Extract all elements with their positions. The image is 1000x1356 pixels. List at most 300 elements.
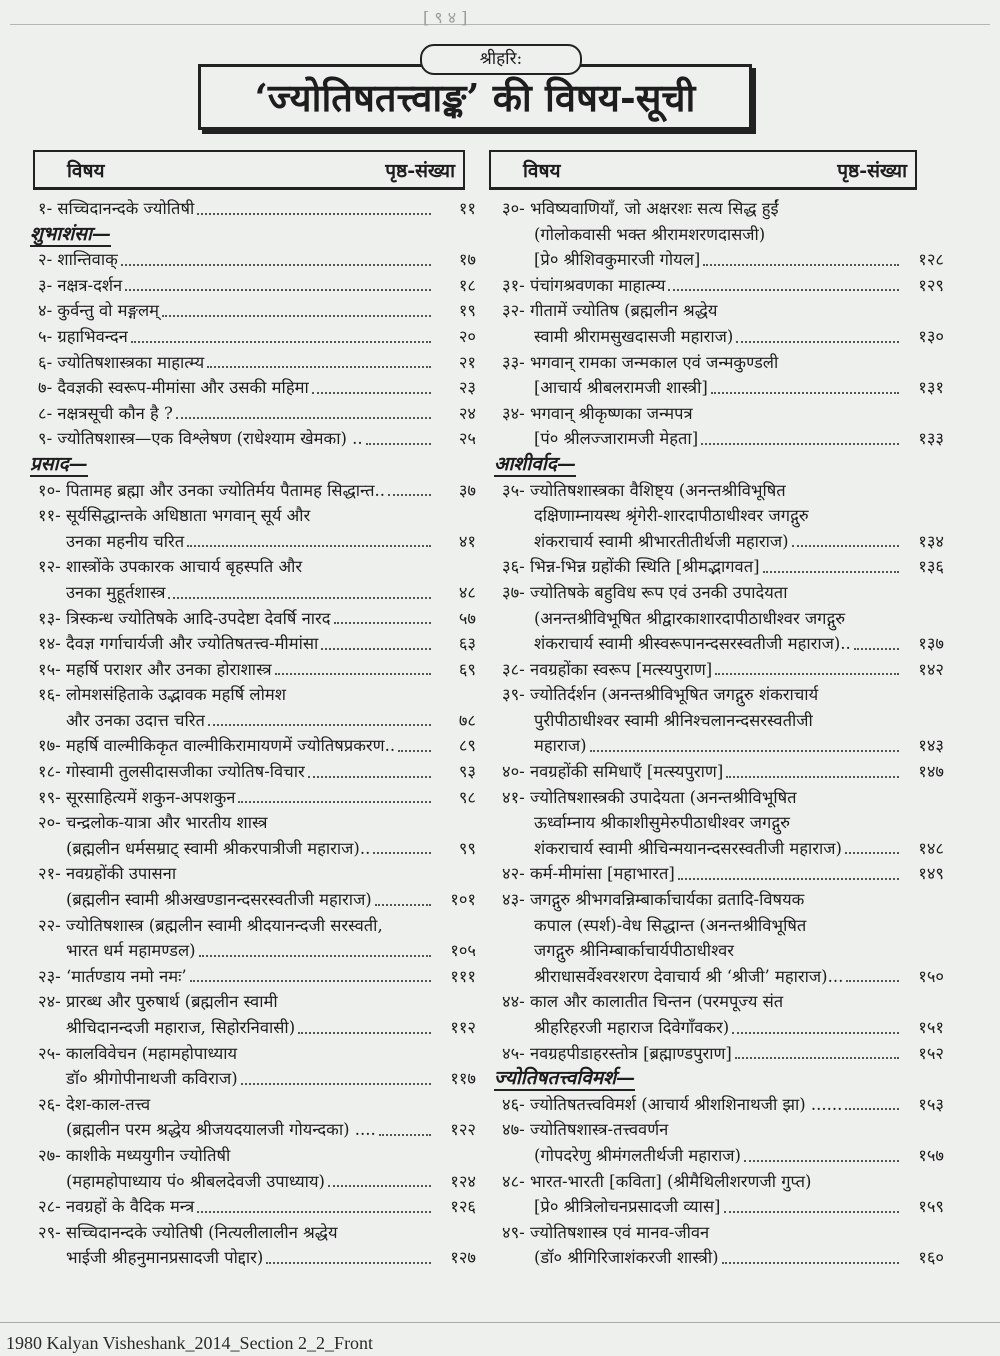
toc-entry-text: ४६- ज्योतिषतत्त्वविमर्श (आचार्य श्रीशशिनाथजी झा) ......	[502, 1094, 843, 1114]
toc-entry-line	[30, 964, 476, 990]
section-heading-text: शुभाशंसा—	[30, 222, 111, 245]
page-number: ५७	[458, 608, 476, 628]
toc-entry-text: (महामहोपाध्याय पं० श्रीबलदेवजी उपाध्याय)	[66, 1171, 325, 1191]
toc-entry-text: (डॉ० श्रीगिरिजाशंकरजी शास्त्री)	[534, 1248, 719, 1268]
toc-entry	[494, 273, 944, 299]
toc-entry	[30, 1092, 476, 1143]
toc-entry-text: शंकराचार्य स्वामी श्रीचिन्मयानन्दसरस्वतीजी महाराज)	[534, 838, 842, 858]
page-number: १५१	[918, 1018, 944, 1037]
toc-entry-line	[30, 836, 476, 862]
leader-dots	[388, 494, 431, 496]
leader-dots	[724, 1211, 900, 1213]
toc-entry-text: ४२- कर्म-मीमांसा [महाभारत]	[502, 864, 675, 884]
section-heading	[30, 452, 476, 478]
leader-dots	[732, 1032, 899, 1034]
page-number: १०५	[450, 941, 476, 961]
toc-entry	[30, 478, 476, 504]
toc-entry-text: ६- ज्योतिषशास्त्रका माहात्म्य	[38, 352, 205, 372]
toc-entry-line	[494, 759, 944, 785]
toc-entry	[494, 1117, 944, 1168]
page-number: १८	[458, 275, 476, 295]
section-heading-text: ज्योतिषतत्त्वविमर्श—	[494, 1067, 636, 1090]
toc-entry	[494, 478, 944, 555]
toc-entry-text: १५- महर्षि पराशर और उनका होराशास्त्र	[38, 659, 272, 679]
toc-entry-text: उनका मुहूर्तशास्त्र	[66, 582, 166, 602]
subject-heading: विषय	[67, 159, 105, 182]
leader-dots	[187, 545, 431, 547]
toc-entry	[30, 1041, 476, 1092]
toc-entry-text: (गोलोकवासी भक्त श्रीरामशरणदासजी)	[534, 224, 766, 244]
toc-entry-text: १०- पितामह ब्रह्मा और उनका ज्योतिर्मय पैतामह सिद्धान्त..	[38, 480, 386, 500]
toc-entry-text: कपाल (स्पर्श)-वेध सिद्धान्त (अनन्तश्रीविभूषित	[534, 915, 807, 935]
toc-entry-text: [प्रे० श्रीत्रिलोचनप्रसादजी व्यास]	[534, 1197, 721, 1217]
page-number: १२७	[450, 1248, 476, 1268]
toc-entry-line	[494, 1117, 944, 1143]
section-heading-text: प्रसाद—	[30, 452, 88, 475]
leader-dots	[321, 648, 431, 650]
toc-entry-line	[30, 273, 476, 299]
leader-dots	[199, 955, 431, 957]
toc-entry-text: ८- नक्षत्रसूची कौन है ?	[38, 403, 173, 423]
page-number: ३७	[458, 480, 476, 500]
leader-dots	[854, 648, 899, 650]
leader-dots	[308, 776, 431, 778]
toc-entry	[494, 554, 944, 580]
toc-entry-text: शंकराचार्य स्वामी श्रीस्वरूपानन्दसरस्वतीजी महाराज)..	[534, 634, 851, 654]
toc-entry	[30, 631, 476, 657]
toc-entry-line	[494, 196, 944, 222]
toc-entry-line	[494, 1015, 944, 1041]
toc-entry-text: डॉ० श्रीगोपीनाथजी कविराज)	[66, 1069, 238, 1089]
leader-dots	[373, 852, 431, 854]
toc-entry-line	[494, 913, 944, 939]
toc-entry	[30, 733, 476, 759]
toc-entry-text: २९- सच्चिदानन्दके ज्योतिषी (नित्यलीलालीन श्रद्धेय	[38, 1222, 338, 1242]
toc-entry-line	[30, 1117, 476, 1143]
toc-entry	[30, 1194, 476, 1220]
toc-entry	[30, 375, 476, 401]
leader-dots	[131, 341, 431, 343]
toc-entry-line	[30, 247, 476, 273]
toc-entry-line	[494, 503, 944, 529]
page-heading: पृष्ठ-संख्या	[837, 159, 907, 182]
toc-entry-text: जगद्गुरु श्रीनिम्बार्काचार्यपीठाधीश्वर	[534, 941, 735, 961]
section-heading-text: आशीर्वाद—	[494, 452, 576, 475]
toc-entry-text: भाईजी श्रीहनुमानप्रसादजी पोद्दार)	[66, 1248, 264, 1268]
toc-entry-text: ४- कुर्वन्तु वो मङ्गलम्	[38, 301, 160, 321]
toc-entry-line	[494, 1092, 944, 1118]
toc-entry-line	[494, 682, 944, 708]
page-number: १७	[458, 250, 476, 270]
leader-dots	[375, 904, 431, 906]
toc-entry-text: ५- ग्रहाभिवन्दन	[38, 326, 128, 346]
leader-dots	[668, 289, 899, 291]
toc-entry	[494, 196, 944, 273]
toc-entry	[494, 401, 944, 452]
toc-entry-line	[30, 785, 476, 811]
leader-dots	[238, 801, 431, 803]
leader-dots	[678, 878, 899, 880]
page-number: १३०	[918, 326, 944, 346]
page-number: १२२	[450, 1120, 476, 1140]
toc-entry-line	[30, 1143, 476, 1169]
leader-dots	[312, 392, 431, 394]
toc-entry-text: और उनका उदात्त चरित	[66, 710, 205, 730]
toc-entry	[494, 861, 944, 887]
leader-dots	[207, 366, 431, 368]
toc-entry	[30, 606, 476, 632]
page-number: १२४	[450, 1171, 476, 1191]
toc-entry-text: [आचार्य श्रीबलरामजी शास्त्री]	[534, 378, 708, 398]
page-number: १२८	[918, 250, 944, 270]
page-number: १२९	[918, 275, 944, 295]
leader-dots	[197, 1211, 431, 1213]
page-number: १२६	[450, 1197, 476, 1217]
toc-entry-text: स्वामी श्रीरामसुखदासजी महाराज)	[534, 326, 734, 346]
toc-entry-text: ४०- नवग्रहोंकी समिधाएँ [मत्स्यपुराण]	[502, 762, 724, 782]
toc-entry-line	[494, 1041, 944, 1067]
toc-entry-line	[30, 324, 476, 350]
leader-dots	[241, 1083, 431, 1085]
toc-entry-text: ३५- ज्योतिषशास्त्रका वैशिष्ट्य (अनन्तश्रीविभूषित	[502, 480, 786, 500]
toc-entry-text: ४९- ज्योतिषशास्त्र एवं मानव-जीवन	[502, 1222, 710, 1242]
page-number: ११	[458, 199, 476, 218]
section-heading	[494, 452, 944, 478]
toc-entry-line	[494, 273, 944, 299]
leader-dots	[366, 443, 431, 445]
toc-entry-text: ९- ज्योतिषशास्त्र—एक विश्लेषण (राधेश्याम खेमका) ..	[38, 429, 363, 449]
leader-dots	[125, 289, 431, 291]
toc-entry-text: २४- प्रारब्ध और पुरुषार्थ (ब्रह्मलीन स्वामी	[38, 992, 278, 1012]
toc-entry-line	[494, 964, 944, 990]
toc-entry-line	[30, 1015, 476, 1041]
right-toc-column	[494, 196, 944, 1271]
toc-entry-text: १८- गोस्वामी तुलसीदासजीका ज्योतिष-विचार	[38, 762, 305, 782]
leader-dots	[162, 315, 431, 317]
toc-entry-text: पुरीपीठाधीश्वर स्वामी श्रीनिश्चलानन्दसरस्वतीजी	[534, 710, 813, 730]
page-number: १५३	[918, 1094, 944, 1114]
page-number: १४२	[918, 659, 944, 679]
toc-entry-text: (ब्रह्मलीन परम श्रद्धेय श्रीजयदयालजी गोयन्दका) ....	[66, 1120, 376, 1140]
toc-entry-line	[494, 657, 944, 683]
toc-entry-text: १- सच्चिदानन्दके ज्योतिषी	[38, 199, 195, 218]
leader-dots	[398, 750, 431, 752]
leader-dots	[792, 545, 899, 547]
toc-entry-line	[30, 887, 476, 913]
toc-entry	[30, 324, 476, 350]
toc-entry-line	[30, 426, 476, 452]
toc-entry	[494, 682, 944, 759]
toc-entry-line	[30, 1092, 476, 1118]
toc-entry	[30, 657, 476, 683]
section-heading	[30, 222, 476, 248]
toc-entry-line	[30, 606, 476, 632]
page-number: १५९	[918, 1197, 944, 1217]
toc-entry	[494, 657, 944, 683]
page-number: १३७	[918, 634, 944, 654]
toc-entry-line	[30, 375, 476, 401]
leader-dots	[845, 852, 899, 854]
toc-entry	[494, 1041, 944, 1067]
toc-entry-line	[30, 298, 476, 324]
toc-entry-line	[494, 606, 944, 632]
toc-entry	[30, 350, 476, 376]
toc-entry-line	[30, 196, 476, 222]
toc-entry	[30, 426, 476, 452]
toc-entry-line	[30, 478, 476, 504]
leader-dots	[298, 1032, 431, 1034]
leader-dots	[275, 673, 431, 675]
page-number: ४१	[458, 531, 476, 551]
toc-entry-line	[494, 222, 944, 248]
toc-entry-line	[494, 733, 944, 759]
toc-entry-line	[494, 554, 944, 580]
right-column-header	[489, 150, 917, 190]
toc-entry	[494, 1220, 944, 1271]
page-number: ९८	[458, 787, 476, 807]
leader-dots	[703, 264, 899, 266]
toc-entry-text: दक्षिणाम्नायस्थ श्रृंगेरी-शारदापीठाधीश्वर जगद्गुरु	[534, 506, 809, 526]
leader-dots	[208, 724, 431, 726]
toc-entry-line	[494, 810, 944, 836]
toc-entry	[30, 759, 476, 785]
toc-entry-line	[494, 1220, 944, 1246]
page-number: १५७	[918, 1145, 944, 1165]
toc-entry-line	[30, 1245, 476, 1271]
page-number: ११७	[450, 1069, 476, 1089]
left-toc-column	[30, 196, 476, 1271]
toc-entry-line	[30, 708, 476, 734]
toc-entry	[30, 554, 476, 605]
leader-dots	[168, 597, 431, 599]
toc-entry-text: (ब्रह्मलीन स्वामी श्रीअखण्डानन्दसरस्वतीजी महाराज)	[66, 890, 372, 910]
toc-entry-line	[30, 1066, 476, 1092]
toc-entry-line	[30, 810, 476, 836]
toc-entry	[494, 1169, 944, 1220]
toc-entry-text: श्रीहरिहरजी महाराज दिवेगाँवकर)	[534, 1018, 730, 1037]
toc-entry-text: (ब्रह्मलीन धर्मसम्राट् स्वामी श्रीकरपात्रीजी महाराज)..	[66, 838, 371, 858]
toc-entry-line	[494, 1194, 944, 1220]
page-number: १११	[450, 966, 476, 986]
toc-entry-text: [पं० श्रीलज्जारामजी मेहता]	[534, 429, 699, 449]
toc-entry-text: २७- काशीके मध्ययुगीन ज्योतिषी	[38, 1145, 231, 1165]
toc-entry	[494, 759, 944, 785]
toc-entry-text: ३४- भगवान् श्रीकृष्णका जन्मपत्र	[502, 403, 693, 423]
toc-entry-line	[30, 503, 476, 529]
leader-dots	[328, 1185, 431, 1187]
leader-dots	[197, 213, 431, 215]
shree-hari-label: श्रीहरि:	[420, 44, 582, 75]
toc-entry-text: ४१- ज्योतिषशास्त्रकी उपादेयता (अनन्तश्रीविभूषित	[502, 787, 797, 807]
page-number: १५०	[918, 966, 944, 986]
toc-entry-line	[30, 759, 476, 785]
toc-entry-line	[30, 1041, 476, 1067]
toc-entry-line	[494, 836, 944, 862]
page-number: १०१	[450, 890, 476, 910]
toc-entry-line	[30, 913, 476, 939]
left-column-header	[33, 150, 465, 190]
toc-entry-line	[30, 401, 476, 427]
page-number: १४३	[918, 736, 944, 756]
toc-entry-line	[494, 529, 944, 555]
toc-entry-line	[30, 529, 476, 555]
toc-entry	[30, 1220, 476, 1271]
toc-entry-text: २३- ‘मार्तण्डाय नमो नमः’	[38, 966, 187, 986]
toc-entry	[30, 989, 476, 1040]
toc-entry	[30, 503, 476, 554]
toc-entry-line	[30, 580, 476, 606]
toc-entry-line	[30, 1220, 476, 1246]
leader-dots	[711, 392, 899, 394]
page-number: २५	[458, 429, 476, 449]
toc-entry-text: ऊर्ध्वाम्नाय श्रीकाशीसुमेरुपीठाधीश्वर जगद्गुरु	[534, 813, 790, 833]
toc-entry	[30, 785, 476, 811]
page-number: ४८	[458, 582, 476, 602]
toc-entry-text: ३६- भिन्न-भिन्न ग्रहोंकी स्थिति [श्रीमद्भागवत]	[502, 557, 760, 577]
toc-entry-text: ३१- पंचांगश्रवणका माहात्म्य	[502, 275, 666, 295]
toc-entry-line	[494, 1143, 944, 1169]
page-number: १३१	[918, 378, 944, 398]
leader-dots	[736, 341, 899, 343]
toc-entry-text: शंकराचार्य स्वामी श्रीभारतीतीर्थजी महाराज)	[534, 531, 789, 551]
page-number: ६९	[458, 659, 476, 679]
toc-entry-text: ४७- ज्योतिषशास्त्र-तत्त्ववर्णन	[502, 1120, 669, 1140]
toc-entry-text: ३८- नवग्रहोंका स्वरूप [मत्स्यपुराण]	[502, 659, 713, 679]
toc-entry-text: १६- लोमशसंहिताके उद्भावक महर्षि लोमश	[38, 685, 286, 705]
toc-entry-line	[30, 631, 476, 657]
page-number: १५२	[918, 1043, 944, 1063]
toc-entry-line	[494, 375, 944, 401]
toc-entry-text: भारत धर्म महामण्डल)	[66, 941, 196, 961]
toc-entry-text: ३२- गीतामें ज्योतिष (ब्रह्मलीन श्रद्धेय	[502, 301, 718, 321]
page-number: १४९	[918, 864, 944, 884]
top-rule	[10, 24, 990, 25]
toc-entry-text: १४- दैवज्ञ गर्गाचार्यजी और ज्योतिषतत्त्व-मीमांसा	[38, 634, 319, 654]
toc-entry-line	[494, 324, 944, 350]
page-number: १४८	[918, 838, 944, 858]
toc-entry-line	[30, 938, 476, 964]
page-heading: पृष्ठ-संख्या	[385, 159, 455, 182]
leader-dots	[190, 980, 431, 982]
toc-entry-text: श्रीराधासर्वेश्वरशरण देवाचार्य श्री ‘श्रीजी’ महाराज)...	[534, 966, 844, 986]
toc-entry	[494, 1092, 944, 1118]
page-number: १९	[458, 301, 476, 321]
leader-dots	[121, 264, 431, 266]
print-footer: 1980 Kalyan Visheshank_2014_Section 2_2_Front	[6, 1333, 374, 1353]
leader-dots	[701, 443, 899, 445]
page-number: २१	[458, 352, 476, 372]
toc-entry-text: ११- सूर्यसिद्धान्तके अधिष्ठाता भगवान् सूर्य और	[38, 506, 311, 526]
page-number: १३४	[918, 531, 944, 551]
toc-entry-text: ७- दैवज्ञकी स्वरूप-मीमांसा और उसकी महिमा	[38, 378, 309, 398]
leader-dots	[334, 622, 431, 624]
toc-entry-line	[494, 478, 944, 504]
leader-dots	[845, 1108, 899, 1110]
toc-entry-line	[494, 247, 944, 273]
toc-entry	[494, 989, 944, 1040]
page-number: ११२	[450, 1018, 476, 1037]
toc-entry-line	[494, 785, 944, 811]
toc-entry	[494, 580, 944, 657]
toc-entry	[30, 810, 476, 861]
page-number: १६०	[918, 1248, 944, 1268]
toc-entry	[30, 964, 476, 990]
toc-entry	[30, 273, 476, 299]
toc-entry-line	[494, 426, 944, 452]
toc-entry-text: ४८- भारत-भारती [कविता] (श्रीमैथिलीशरणजी गुप्त)	[502, 1171, 812, 1191]
leader-dots	[722, 1262, 899, 1264]
leader-dots	[726, 776, 899, 778]
toc-entry	[30, 913, 476, 964]
leader-dots	[715, 673, 899, 675]
toc-entry-text: २०- चन्द्रलोक-यात्रा और भारतीय शास्त्र	[38, 813, 268, 833]
toc-entry-text: [प्रे० श्रीशिवकुमारजी गोयल]	[534, 250, 701, 270]
toc-entry-text: ४४- काल और कालातीत चिन्तन (परमपूज्य संत	[502, 992, 784, 1012]
toc-entry-text: ३९- ज्योतिर्दर्शन (अनन्तश्रीविभूषित जगद्गुरु शंकराचार्य	[502, 685, 819, 705]
page-number: २३	[458, 378, 476, 398]
toc-entry-line	[494, 1245, 944, 1271]
leader-dots	[266, 1262, 431, 1264]
toc-entry-line	[494, 350, 944, 376]
toc-entry	[30, 298, 476, 324]
leader-dots	[846, 980, 899, 982]
page-title: ‘ज्योतिषतत्त्वाङ्क’ की विषय-सूची	[198, 64, 752, 130]
toc-entry-text: ३३- भगवान् रामका जन्मकाल एवं जन्मकुण्डली	[502, 352, 779, 372]
toc-entry-line	[494, 708, 944, 734]
leader-dots	[176, 417, 431, 419]
page-number: २०	[458, 326, 476, 346]
toc-entry-text: २८- नवग्रहों के वैदिक मन्त्र	[38, 1197, 195, 1217]
leader-dots	[763, 571, 899, 573]
toc-entry-text: (अनन्तश्रीविभूषित श्रीद्वारकाशारदापीठाधीश्वर जगद्गुरु	[534, 608, 846, 628]
toc-entry-text: २- शान्तिवाक्	[38, 250, 118, 270]
toc-entry	[30, 401, 476, 427]
toc-entry-text: (गोपदरेणु श्रीमंगलतीर्थजी महाराज)	[534, 1145, 741, 1165]
toc-entry-line	[30, 350, 476, 376]
toc-entry-text: २१- नवग्रहोंकी उपासना	[38, 864, 177, 884]
toc-entry	[494, 887, 944, 989]
toc-entry-text: १९- सूरसाहित्यमें शकुन-अपशकुन	[38, 787, 236, 807]
toc-entry-line	[30, 733, 476, 759]
page-number: २४	[458, 403, 476, 423]
toc-entry	[494, 350, 944, 401]
leader-dots	[590, 750, 899, 752]
toc-entry-text: १२- शास्त्रोंके उपकारक आचार्य बृहस्पति और	[38, 557, 303, 577]
toc-entry-line	[494, 938, 944, 964]
toc-entry	[30, 196, 476, 222]
toc-entry-text: ३- नक्षत्र-दर्शन	[38, 275, 123, 295]
toc-entry-text: २५- कालविवेचन (महामहोपाध्याय	[38, 1043, 238, 1063]
leader-dots	[379, 1134, 431, 1136]
toc-entry-text: ४३- जगद्गुरु श्रीभगवन्निम्बार्काचार्यका व्रतादि-विषयक	[502, 890, 805, 910]
toc-entry	[494, 298, 944, 349]
page-number: १३३	[918, 429, 944, 449]
toc-entry-line	[494, 298, 944, 324]
toc-entry-line	[494, 861, 944, 887]
toc-entry-text: उनका महनीय चरित	[66, 531, 185, 551]
page-number: ७८	[458, 710, 476, 730]
page-number: ९९	[458, 838, 476, 858]
leader-dots	[744, 1160, 899, 1162]
toc-entry-line	[494, 887, 944, 913]
toc-entry-text: ३०- भविष्यवाणियाँ, जो अक्षरशः सत्य सिद्ध हुईं	[502, 199, 779, 218]
page-number: ६३	[458, 634, 476, 654]
toc-entry-text: श्रीचिदानन्दजी महाराज, सिहोरनिवासी)	[66, 1018, 296, 1037]
toc-entry	[30, 682, 476, 733]
section-heading	[494, 1066, 944, 1092]
bottom-rule	[0, 1322, 1000, 1323]
page-number: १४७	[918, 762, 944, 782]
